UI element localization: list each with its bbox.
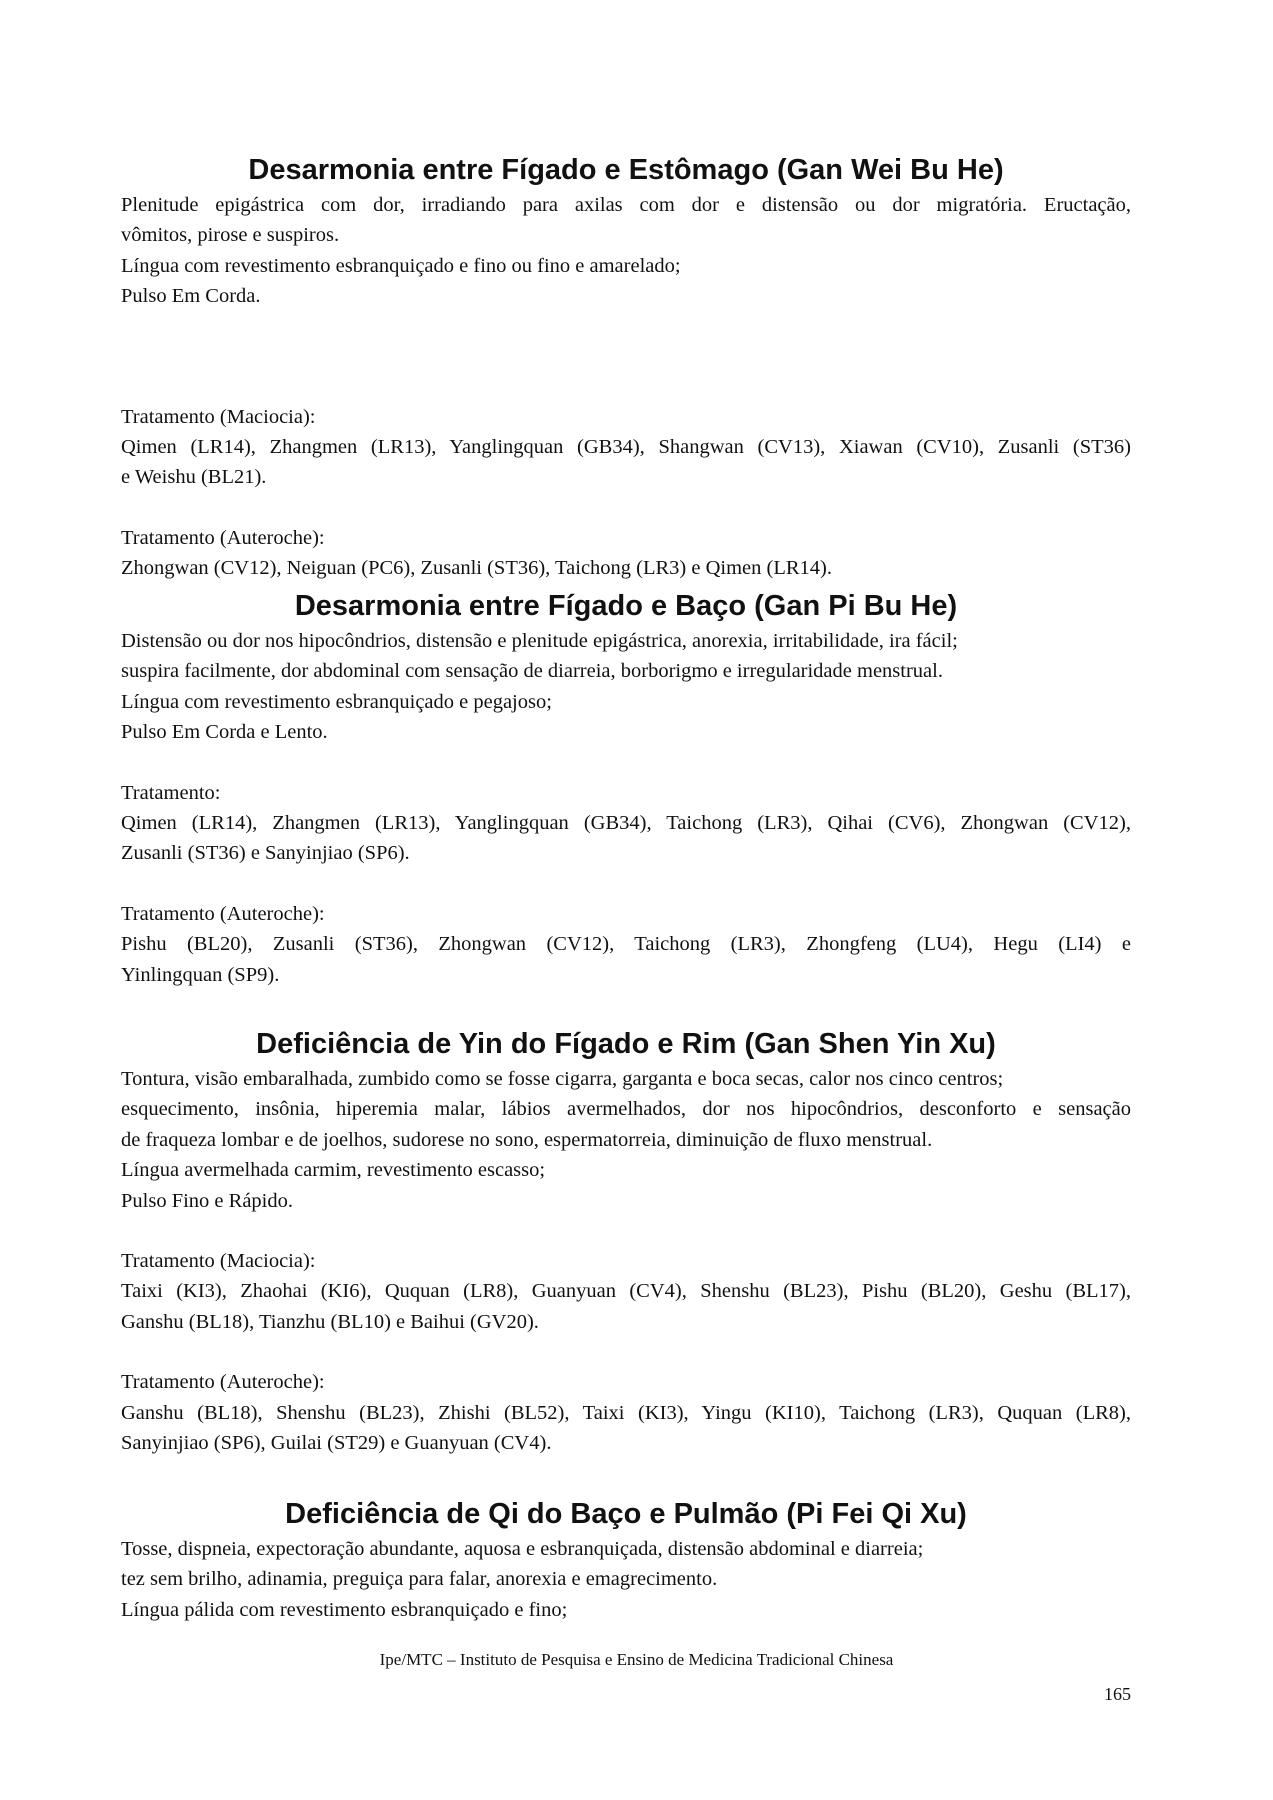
- treatment-label: Tratamento (Auteroche):: [121, 526, 325, 549]
- symptoms-paragraph: [121, 1534, 1131, 1625]
- section-title: Deficiência de Qi do Baço e Pulmão (Pi Fei Qi Xu): [285, 1498, 967, 1530]
- treatment-line: e Weishu (BL21).: [121, 466, 267, 489]
- symptoms-line: Plenitude epigástrica com dor, irradiando para axilas com dor e distensão ou dor migratória. Eructação,: [121, 194, 1131, 216]
- section-liver-spleen: [121, 586, 1131, 990]
- pulse-line: Pulso Fino e Rápido.: [121, 1189, 293, 1212]
- pulse-line: Pulso Em Corda e Lento.: [121, 721, 328, 744]
- treatment-line: Yinlingquan (SP9).: [121, 963, 280, 986]
- treatment-auteroche: [121, 1367, 1131, 1458]
- treatment-line: Pishu (BL20), Zusanli (ST36), Zhongwan (CV12), Taichong (LR3), Zhongfeng (LU4), Hegu (LI4) e: [121, 933, 1131, 956]
- pulse-line: Pulso Em Corda.: [121, 285, 261, 308]
- treatment-line: Qimen (LR14), Zhangmen (LR13), Yanglingquan (GB34), Taichong (LR3), Qihai (CV6), Zhongwan (CV12),: [121, 812, 1131, 835]
- treatment-maciocia: [121, 402, 1131, 493]
- symptoms-line: Tosse, dispneia, expectoração abundante, aquosa e esbranquiçada, distensão abdominal e diarreia;: [121, 1538, 924, 1560]
- symptoms-line: Tontura, visão embaralhada, zumbido como se fosse cigarra, garganta e boca secas, calor nos cinco centros;: [121, 1068, 1004, 1090]
- section-title: Deficiência de Yin do Fígado e Rim (Gan Shen Yin Xu): [256, 1028, 996, 1060]
- page-footer: Ipe/MTC – Instituto de Pesquisa e Ensino de Medicina Tradicional Chinesa: [379, 1650, 894, 1669]
- treatment-auteroche: [121, 899, 1131, 990]
- symptoms-paragraph: [121, 190, 1131, 312]
- symptoms-line: de fraqueza lombar e de joelhos, sudorese no sono, espermatorreia, diminuição de fluxo menstrual.: [121, 1128, 933, 1151]
- tongue-line: Língua com revestimento esbranquiçado e pegajoso;: [121, 690, 552, 713]
- treatment-line: Ganshu (BL18), Shenshu (BL23), Zhishi (BL52), Taixi (KI3), Yingu (KI10), Taichong (LR3), Ququan (LR8),: [121, 1401, 1131, 1424]
- symptoms-line: Distensão ou dor nos hipocôndrios, distensão e plenitude epigástrica, anorexia, irritabilidade, ira fácil;: [121, 630, 958, 652]
- treatment-line: Taixi (KI3), Zhaohai (KI6), Ququan (LR8), Guanyuan (CV4), Shenshu (BL23), Pishu (BL20), Geshu (BL17),: [121, 1280, 1131, 1303]
- page-number: 165: [1104, 1684, 1131, 1704]
- treatment-line: Zhongwan (CV12), Neiguan (PC6), Zusanli (ST36), Taichong (LR3) e Qimen (LR14).: [121, 557, 833, 580]
- treatment-general: [121, 778, 1131, 869]
- symptoms-line: tez sem brilho, adinamia, preguiça para falar, anorexia e emagrecimento.: [121, 1568, 718, 1591]
- treatment-line: Sanyinjiao (SP6), Guilai (ST29) e Guanyuan (CV4).: [121, 1432, 552, 1455]
- section-liver-kidney-yin: [121, 1024, 1131, 1458]
- treatment-maciocia: [121, 1246, 1131, 1337]
- treatment-label: Tratamento (Auteroche):: [121, 902, 325, 925]
- symptoms-line: vômitos, pirose e suspiros.: [121, 224, 340, 247]
- treatment-label: Tratamento (Maciocia):: [121, 1250, 316, 1273]
- symptoms-line: esquecimento, insônia, hiperemia malar, lábios avermelhados, dor nos hipocôndrios, desconforto e sensação: [121, 1098, 1131, 1121]
- treatment-line: Qimen (LR14), Zhangmen (LR13), Yanglingquan (GB34), Shangwan (CV13), Xiawan (CV10), Zusanli (ST36): [121, 436, 1131, 459]
- symptoms-line: suspira facilmente, dor abdominal com sensação de diarreia, borborigmo e irregularidade menstrual.: [121, 660, 943, 683]
- symptoms-paragraph: [121, 626, 1131, 748]
- symptoms-paragraph: [121, 1064, 1131, 1216]
- section-liver-stomach: [121, 150, 1131, 584]
- treatment-label: Tratamento (Maciocia):: [121, 405, 316, 428]
- treatment-label: Tratamento (Auteroche):: [121, 1371, 325, 1394]
- section-spleen-lung-qi: [121, 1494, 1131, 1625]
- section-title: Desarmonia entre Fígado e Baço (Gan Pi Bu He): [294, 590, 958, 622]
- tongue-line: Língua com revestimento esbranquiçado e fino ou fino e amarelado;: [121, 254, 681, 277]
- tongue-line: Língua avermelhada carmim, revestimento escasso;: [121, 1159, 546, 1182]
- section-title: Desarmonia entre Fígado e Estômago (Gan Wei Bu He): [248, 154, 1004, 186]
- treatment-line: Zusanli (ST36) e Sanyinjiao (SP6).: [121, 842, 410, 865]
- treatment-line: Ganshu (BL18), Tianzhu (BL10) e Baihui (GV20).: [121, 1310, 539, 1333]
- tongue-line: Língua pálida com revestimento esbranquiçado e fino;: [121, 1598, 568, 1621]
- treatment-label: Tratamento:: [121, 781, 221, 804]
- treatment-auteroche: [121, 523, 1131, 584]
